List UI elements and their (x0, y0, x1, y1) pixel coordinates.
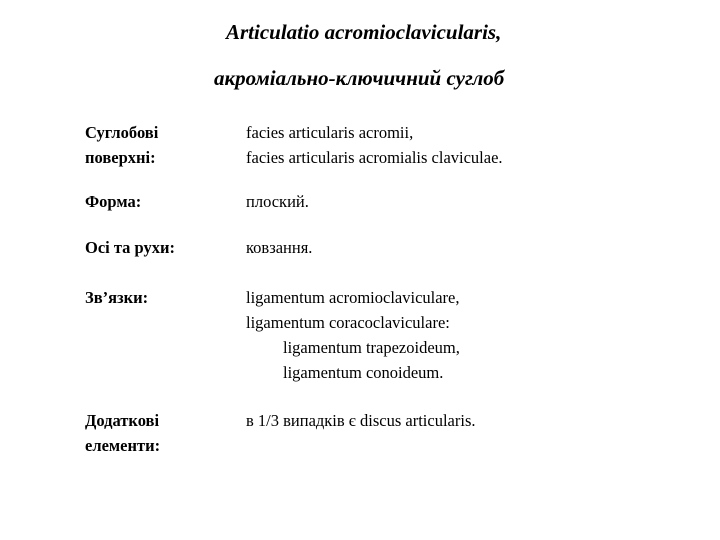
value-line: facies articularis acromii, (246, 123, 414, 142)
label-articular-surfaces (85, 120, 158, 170)
label-ligaments (85, 285, 148, 310)
sub-value-line: ligamentum conoideum. (283, 363, 444, 382)
label-additional-elements (85, 408, 160, 458)
title-latin: Articulatio acromioclavicularis, (226, 20, 502, 44)
value-line: ковзання. (246, 238, 313, 257)
label-shape (85, 189, 141, 214)
value-articular-surfaces (246, 120, 503, 170)
label-line: Осі та рухи: (85, 238, 176, 257)
label-line: Форма: (85, 192, 142, 211)
value-line: ligamentum acromioclaviculare, (246, 288, 460, 307)
value-line: плоский. (246, 192, 309, 211)
value-line: facies articularis acromialis claviculae. (246, 148, 503, 167)
label-line: елементи: (85, 436, 161, 455)
sub-value-line: ligamentum trapezoideum, (283, 338, 460, 357)
label-axes-movements (85, 235, 175, 260)
label-line: Зв’язки: (85, 288, 149, 307)
label-line: Суглобові (85, 123, 159, 142)
title-ukrainian: акроміально-ключичний суглоб (214, 66, 505, 90)
label-line: поверхні: (85, 148, 156, 167)
value-line: в 1/3 випадків є discus articularis. (246, 411, 476, 430)
value-line: ligamentum coracoclaviculare: (246, 313, 450, 332)
value-ligaments (246, 285, 460, 385)
label-line: Додаткові (85, 411, 160, 430)
value-axes-movements (246, 235, 312, 260)
value-additional-elements (246, 408, 476, 433)
value-shape (246, 189, 309, 214)
